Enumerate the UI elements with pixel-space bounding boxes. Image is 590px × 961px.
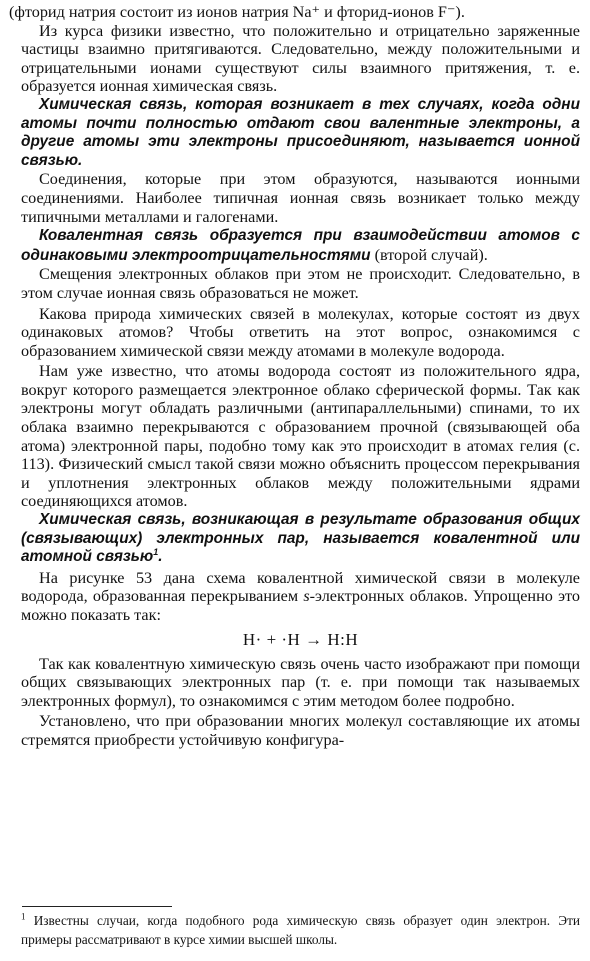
paragraph-covalent-intro	[21, 226, 580, 265]
footnote-text: Известны случаи, когда подобного рода химическую связь образует один электрон. Эти примеры рассматривают в курсе химии высшей школы.	[21, 913, 580, 947]
definition-ionic-bond: Химическая связь, которая возникает в тех случаях, когда одни атомы почти полностью отдают свои валентные электроны, а другие атомы эти электроны присоединяют, называется ионной связью.	[21, 95, 580, 169]
paragraph-figure-53	[21, 569, 580, 625]
paragraph-hydrogen: Нам уже известно, что атомы водорода состоят из положительного ядра, вокруг которого размещается электронное облако сферической формы. Так как электроны могут обладать различными (антипараллельными) спинами, то их облака взаимно перекрываются с образованием прочной (связывающей оба атома) электронной пары, подобно тому как это происходит в атомах гелия (с. 113). Физический смысл такой связи можно объяснить процессом перекрывания и уплотнения электронных облаков между положительными ядрами соединяющихся атомов.	[21, 362, 580, 511]
paragraph-ionic-compounds: Соединения, которые при этом образуются, называются ионными соединениями. Наиболее типичная ионная связь возникает только между типичными металлами и галогенами.	[21, 170, 580, 226]
paragraph-physics: Из курса физики известно, что положительно и отрицательно заряженные частицы взаимно притягиваются. Следовательно, между положительными и отрицательными ионами существуют силы взаимного притяжения, т. е. образуется ионная химическая связь.	[21, 21, 580, 96]
definition-covalent-bond	[21, 511, 580, 567]
figure-ref-text-a: На рисунке 53 дана схема ковалентной химической связи в молекуле водорода, образованная перекрыванием	[21, 568, 580, 606]
paragraph-configuration: Установлено, что при образовании многих молекул составляющие их атомы стремятся приобрести устойчивую конфигура-	[21, 712, 580, 749]
covalent-statement: Ковалентная связь образуется при взаимодействии атомов с одинаковыми электроотрицательностями	[21, 227, 580, 264]
hydrogen-formula: H· + ·H → H:H	[242, 629, 359, 649]
footnote-marker: 1	[153, 547, 159, 558]
definition-covalent-end: .	[158, 548, 163, 566]
s-orbital-letter: s	[303, 587, 310, 606]
paragraph-continuation: (фторид натрия состоит из ионов натрия Na⁺ и фторид-ионов F⁻).	[9, 3, 465, 21]
paragraph-electron-formulas: Так как ковалентную химическую связь очень часто изображают при помощи общих связывающих электронных пар (т. е. при помощи так называемых электронных формул), то ознакомимся с этим методом более подробно.	[21, 654, 580, 710]
covalent-statement-tail: (второй случай).	[370, 245, 488, 264]
definition-covalent-text: Химическая связь, возникающая в результате образования общих (связывающих) электронных пар, называется ковалентной или атомной связью	[21, 511, 580, 566]
footnote-divider	[22, 906, 172, 907]
figure-ref-text-b: -электронных облаков. Упрощенно это можно показать так:	[21, 587, 580, 624]
footnote	[21, 911, 580, 949]
footnote-number: 1	[21, 911, 26, 922]
paragraph-no-shift: Смещения электронных облаков при этом не происходит. Следовательно, в этом случае ионная связь образоваться не может.	[21, 265, 580, 302]
paragraph-question: Какова природа химических связей в молекулах, которые состоят из двух одинаковых атомов? Чтобы ответить на этот вопрос, ознакомимся с образованием химической связи между атомами в молекуле водорода.	[21, 304, 580, 360]
